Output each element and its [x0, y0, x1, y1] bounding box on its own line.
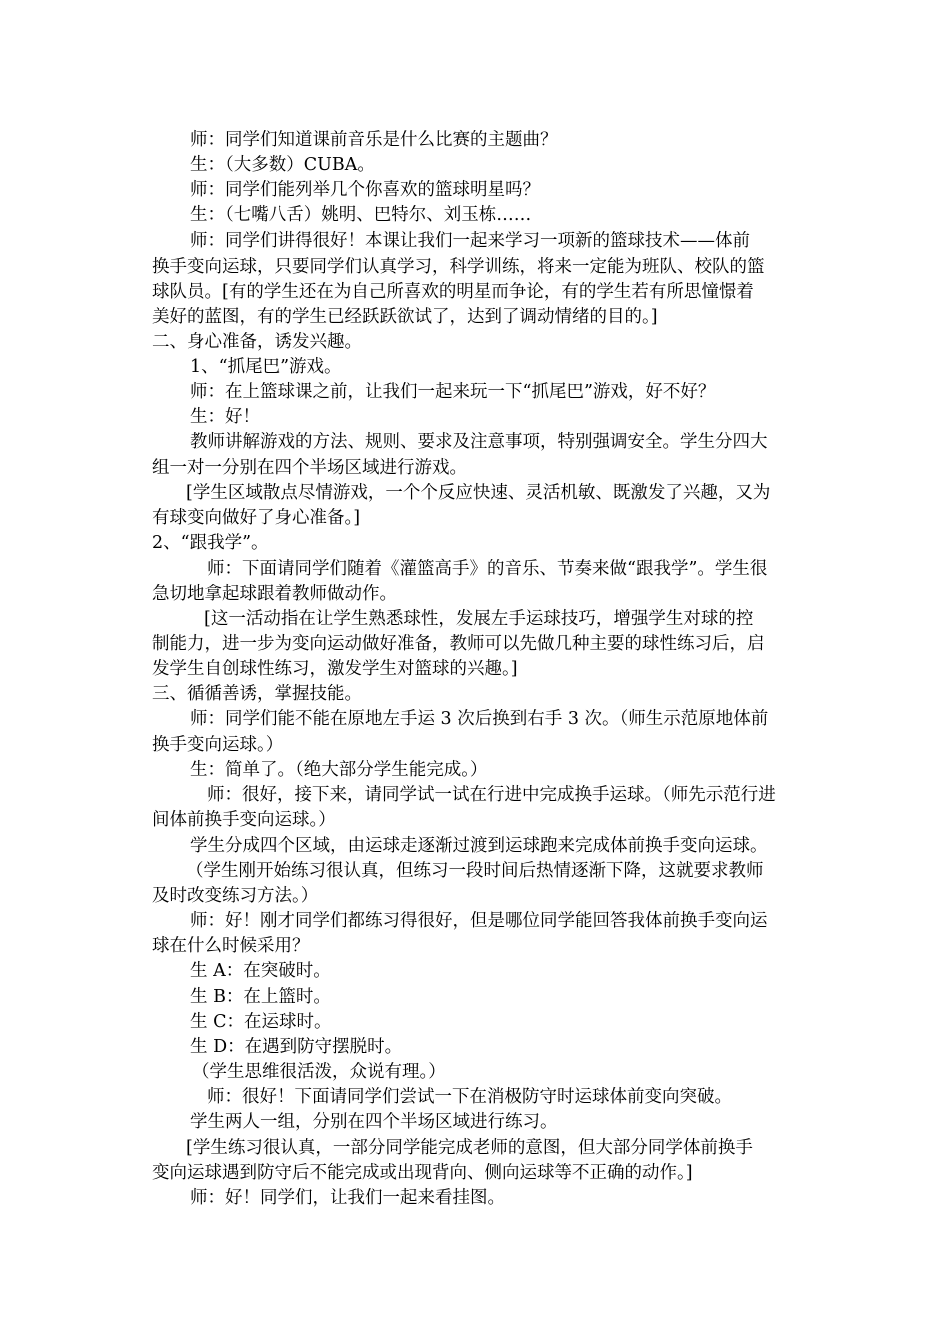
text-line: 制能力，进一步为变向运动做好准备，教师可以先做几种主要的球性练习后，启: [152, 634, 765, 654]
text-line: 师：在上篮球课之前，让我们一起来玩一下“抓尾巴”游戏，好不好？: [190, 382, 716, 402]
text-line: 师：好！刚才同学们都练习得很好，但是哪位同学能回答我体前换手变向运: [190, 911, 768, 931]
text-line: 及时改变练习方法。）: [152, 886, 319, 906]
text-line: [这一活动指在让学生熟悉球性，发展左手运球技巧，增强学生对球的控: [204, 609, 754, 629]
text-line: 生：（大多数）CUBA。: [190, 155, 375, 175]
section-heading: 三、循循善诱，掌握技能。: [152, 684, 362, 704]
text-line: 生：（七嘴八舌）姚明、巴特尔、刘玉栋……: [190, 205, 532, 225]
text-line: 有球变向做好了身心准备。]: [152, 508, 361, 528]
text-line: [学生区域散点尽情游戏，一个个反应快速、灵活机敏、既激发了兴趣，又为: [186, 483, 771, 503]
text-line: 生 A：在突破时。: [190, 961, 331, 981]
text-line: 球队员。[有的学生还在为自己所喜欢的明星而争论，有的学生若有所思憧憬着: [152, 282, 754, 302]
text-line: 生 C：在运球时。: [190, 1012, 332, 1032]
text-line: 2、“跟我学”。: [152, 533, 269, 553]
text-line: 发学生自创球性练习，激发学生对篮球的兴趣。]: [152, 659, 518, 679]
text-line: （学生刚开始练习很认真，但练习一段时间后热情逐渐下降，这就要求教师: [186, 861, 764, 881]
text-line: 师：同学们知道课前音乐是什么比赛的主题曲？: [190, 130, 558, 150]
text-line: 美好的蓝图，有的学生已经跃跃欲试了，达到了调动情绪的目的。]: [152, 307, 658, 327]
text-line: 间体前换手变向运球。）: [152, 810, 336, 830]
text-line: 变向运球遇到防守后不能完成或出现背向、侧向运球等不正确的动作。]: [152, 1163, 693, 1183]
text-line: 师：很好！下面请同学们尝试一下在消极防守时运球体前变向突破。: [207, 1087, 732, 1107]
text-line: 师：下面请同学们随着《灌篮高手》的音乐、节奏来做“跟我学”。学生很: [207, 559, 768, 579]
text-line: 1、“抓尾巴”游戏。: [190, 357, 342, 377]
text-line: 师：同学们能不能在原地左手运 3 次后换到右手 3 次。（师生示范原地体前: [190, 709, 769, 729]
text-line: 生：简单了。（绝大部分学生能完成。）: [190, 760, 488, 780]
text-line: 生 D：在遇到防守摆脱时。: [190, 1037, 403, 1057]
text-line: 换手变向运球，只要同学们认真学习，科学训练，将来一定能为班队、校队的篮: [152, 257, 765, 277]
text-line: 生 B：在上篮时。: [190, 987, 331, 1007]
text-line: 球在什么时候采用？: [152, 936, 310, 956]
text-line: 师：很好，接下来，请同学试一试在行进中完成换手运球。（师先示范行进: [207, 785, 776, 805]
text-line: 组一对一分别在四个半场区域进行游戏。: [152, 458, 467, 478]
text-line: 换手变向运球。）: [152, 735, 284, 755]
text-line: 生：好！: [190, 407, 260, 427]
text-line: （学生思维很活泼，众说有理。）: [192, 1062, 446, 1082]
text-line: [学生练习很认真，一部分同学能完成老师的意图，但大部分同学体前换手: [186, 1138, 753, 1158]
text-line: 学生两人一组，分别在四个半场区域进行练习。: [190, 1112, 558, 1132]
text-line: 师：同学们讲得很好！本课让我们一起来学习一项新的篮球技术——体前: [190, 231, 750, 251]
text-line: 教师讲解游戏的方法、规则、要求及注意事项，特别强调安全。学生分四大: [190, 432, 768, 452]
text-line: 学生分成四个区域，由运球走逐渐过渡到运球跑来完成体前换手变向运球。: [190, 836, 768, 856]
text-line: 急切地拿起球跟着教师做动作。: [152, 584, 397, 604]
text-line: 师：好！同学们，让我们一起来看挂图。: [190, 1188, 505, 1208]
section-heading: 二、身心准备，诱发兴趣。: [152, 332, 362, 352]
text-line: 师：同学们能列举几个你喜欢的篮球明星吗？: [190, 180, 540, 200]
